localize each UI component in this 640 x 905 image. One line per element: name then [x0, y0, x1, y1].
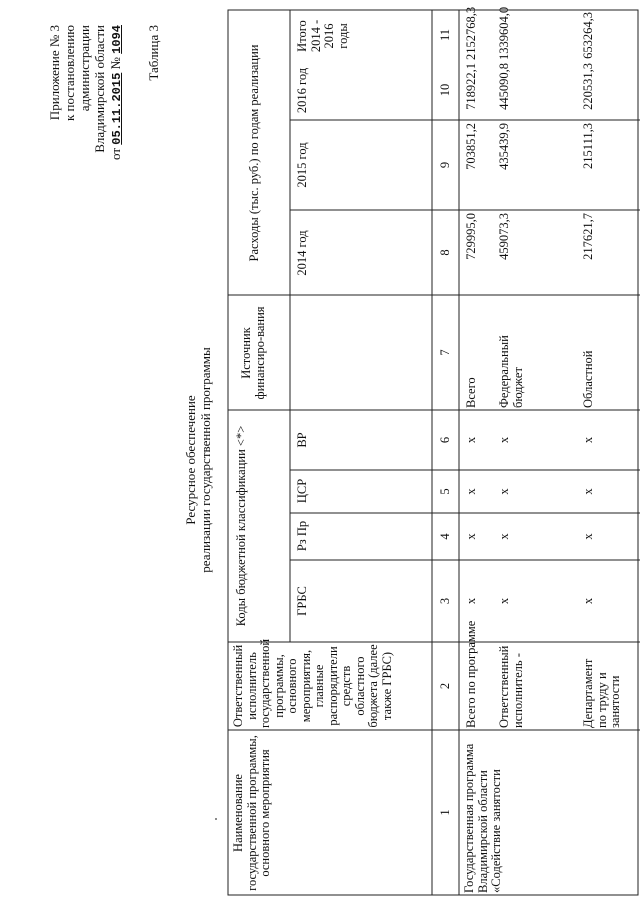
row2-rzpr: х: [497, 533, 511, 540]
row3-2015: 215111,3: [581, 123, 595, 169]
colnum-10: 10: [438, 83, 452, 97]
colnum-9: 9: [438, 161, 452, 169]
row3-responsible: Департамент по труду и занятости: [581, 658, 622, 728]
appendix-line: Приложение № 3: [47, 25, 62, 121]
header-2016: 2016 год: [295, 67, 309, 114]
colnum-3: 3: [438, 597, 452, 605]
header-total: Итого 2014 - 2016 годы: [295, 19, 350, 53]
header-responsible: Ответственный исполнитель государственной программы, основного мероприятия, главные распорядители средств областного бюджета (далее также ГРБС): [231, 638, 394, 728]
row2-2016: 445090,8: [497, 63, 511, 110]
resolution-line: к постановлению: [62, 25, 77, 122]
row3-total: 653264,3: [581, 12, 595, 59]
administration-line: администрации: [77, 25, 92, 112]
header-vr: ВР: [295, 432, 309, 448]
row1-total: 2152768,3: [464, 6, 478, 60]
row2-responsible: Ответственный исполнитель -: [497, 645, 525, 728]
colnum-6: 6: [438, 436, 452, 444]
row2-total: 1339604,0: [497, 6, 511, 60]
colnum-1: 1: [438, 809, 452, 816]
number-value: 1094: [110, 25, 124, 54]
row3-2016: 220531,3: [581, 63, 595, 110]
row1-2015: 703851,2: [464, 123, 478, 170]
row2-grbs: х: [497, 597, 511, 605]
row1-source: Всего: [464, 377, 478, 408]
header-csr: ЦСР: [295, 478, 309, 504]
header-2014: 2014 год: [295, 230, 309, 276]
colnum-4: 4: [438, 533, 452, 540]
header-2015: 2015 год: [295, 142, 309, 188]
program-name: Государственная программа Владимирской области «Содействие занятости: [462, 743, 503, 893]
colnum-8: 8: [438, 249, 452, 256]
row3-2014: 217621,7: [581, 213, 595, 260]
colnum-7: 7: [438, 349, 452, 356]
row1-2014: 729995,0: [464, 213, 478, 260]
title-line-2: реализации государственной программы: [198, 347, 213, 573]
number-prefix: №: [108, 57, 123, 70]
row1-grbs: х: [464, 597, 478, 605]
row1-rzpr: х: [464, 533, 478, 540]
row3-csr: х: [581, 488, 595, 495]
row3-grbs: х: [581, 597, 595, 605]
row2-source: Федеральный бюджет: [497, 335, 525, 408]
row1-2016: 718922,1: [464, 63, 478, 110]
row1-vr: х: [464, 436, 478, 444]
row3-vr: х: [581, 436, 595, 444]
row3-rzpr: х: [581, 533, 595, 540]
date-prefix: от: [108, 147, 123, 160]
row1-csr: х: [464, 488, 478, 495]
row1-responsible: Всего по программе: [464, 620, 478, 728]
colnum-11: 11: [438, 28, 452, 42]
colnum-2: 2: [438, 682, 452, 690]
date-value: 05.11.2015: [110, 72, 124, 145]
table-label: Таблица 3: [146, 25, 161, 81]
header-codes: Коды бюджетной классификации <*>: [234, 425, 248, 627]
row2-2015: 435439,9: [497, 123, 511, 170]
row3-source: Областной: [581, 350, 595, 408]
header-expenses: Расходы (тыс. руб.) по годам реализации: [247, 44, 261, 262]
row2-2014: 459073,3: [497, 213, 511, 260]
header-rzpr: Рз Пр: [295, 520, 309, 552]
header-grbs: ГРБС: [295, 586, 309, 616]
header-source: Источник финансиро-вания: [239, 306, 267, 400]
title-line-1: Ресурсное обеспечение: [183, 395, 198, 525]
header-name: Наименование государственной программы, основного мероприятия: [231, 735, 272, 891]
colnum-5: 5: [438, 488, 452, 495]
row2-vr: х: [497, 436, 511, 444]
region-line: Владимирской области: [92, 25, 107, 153]
row2-csr: х: [497, 488, 511, 495]
